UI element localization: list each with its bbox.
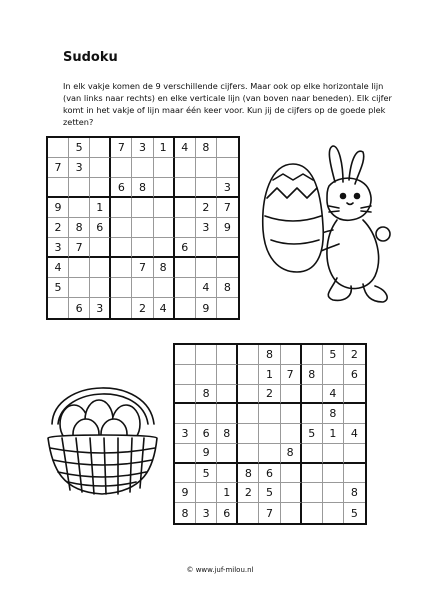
sudoku-cell xyxy=(259,444,280,464)
sudoku-cell xyxy=(48,138,69,158)
sudoku-cell: 9 xyxy=(217,218,238,238)
sudoku-cell: 9 xyxy=(196,298,217,318)
sudoku-cell xyxy=(196,178,217,198)
sudoku-cell xyxy=(196,238,217,258)
sudoku-cell xyxy=(302,404,323,424)
sudoku-cell: 5 xyxy=(350,506,358,520)
sudoku-cell xyxy=(344,444,365,464)
sudoku-cell xyxy=(175,464,196,484)
easter-bunny-illustration xyxy=(253,140,403,315)
instructions-text: In elk vakje komen de 9 verschillende cijfers. Maar ook op elke horizontale lijn (van links naar rechts) en elke verticale lijn (van boven naar beneden). Elk cijfer komt in het vakje of lijn maar één keer voor. Kun jij de cijfers op de goede plek zetten? xyxy=(63,81,392,127)
sudoku-cell: 1 xyxy=(154,138,175,158)
sudoku-cell xyxy=(259,404,280,424)
sudoku-cell xyxy=(323,365,344,385)
sudoku-cell xyxy=(154,238,175,258)
sudoku-cell xyxy=(344,385,365,405)
sudoku-cell xyxy=(175,158,196,178)
sudoku-cell xyxy=(281,345,302,365)
sudoku-cell: 6 xyxy=(344,365,365,385)
sudoku-cell xyxy=(175,365,196,385)
sudoku-cell xyxy=(132,238,153,258)
sudoku-cell xyxy=(238,503,259,523)
sudoku-cell xyxy=(111,198,132,218)
sudoku-cell: 3 xyxy=(196,218,217,238)
sudoku-cell xyxy=(217,138,238,158)
sudoku-cell: 6 xyxy=(175,238,196,258)
sudoku-cell xyxy=(90,278,111,298)
sudoku-cell xyxy=(217,238,238,258)
sudoku-grid-1 xyxy=(46,136,240,320)
sudoku-cell xyxy=(302,444,323,464)
sudoku-cell: 8 xyxy=(196,138,217,158)
sudoku-cell xyxy=(238,444,259,464)
sudoku-cell xyxy=(90,258,111,278)
sudoku-cell xyxy=(217,158,238,178)
sudoku-cell xyxy=(302,385,323,405)
sudoku-cell xyxy=(90,138,111,158)
sudoku-cell xyxy=(344,404,365,424)
sudoku-cell xyxy=(175,298,196,318)
sudoku-cell: 7 xyxy=(259,503,280,523)
sudoku-cell xyxy=(175,385,196,405)
sudoku-cell: 7 xyxy=(132,258,153,278)
sudoku-cell: 3 xyxy=(69,158,90,178)
sudoku-cell: 4 xyxy=(196,278,217,298)
sudoku-cell xyxy=(344,464,365,484)
sudoku-cell xyxy=(217,365,238,385)
sudoku-cell xyxy=(175,278,196,298)
sudoku-cell xyxy=(196,158,217,178)
sudoku-cell xyxy=(175,258,196,278)
sudoku-cell: 6 xyxy=(196,424,217,444)
sudoku-cell xyxy=(302,345,323,365)
sudoku-cell: 1 xyxy=(323,424,344,444)
sudoku-cell xyxy=(302,503,323,523)
sudoku-cell: 2 xyxy=(132,298,153,318)
sudoku-cell xyxy=(217,404,238,424)
sudoku-cell: 4 xyxy=(154,298,175,318)
sudoku-cell xyxy=(132,198,153,218)
sudoku-cell: 2 xyxy=(238,483,259,503)
sudoku-cell xyxy=(323,464,344,484)
footer-credit: © www.juf-milou.nl xyxy=(186,566,254,574)
sudoku-cell xyxy=(175,218,196,238)
sudoku-cell xyxy=(238,404,259,424)
sudoku-cell xyxy=(217,385,238,405)
sudoku-cell xyxy=(217,258,238,278)
sudoku-cell xyxy=(69,278,90,298)
sudoku-cell xyxy=(154,178,175,198)
sudoku-cell xyxy=(238,365,259,385)
sudoku-cell xyxy=(302,464,323,484)
sudoku-cell xyxy=(175,198,196,218)
sudoku-cell xyxy=(132,158,153,178)
sudoku-cell: 3 xyxy=(196,503,217,523)
sudoku-cell: 8 xyxy=(154,258,175,278)
sudoku-cell xyxy=(111,278,132,298)
sudoku-cell: 8 xyxy=(302,365,323,385)
sudoku-cell xyxy=(154,278,175,298)
sudoku-cell: 3 xyxy=(90,298,111,318)
sudoku-cell: 2 xyxy=(259,385,280,405)
sudoku-cell xyxy=(281,503,302,523)
sudoku-cell xyxy=(217,345,238,365)
sudoku-cell xyxy=(281,404,302,424)
sudoku-cell: 8 xyxy=(132,178,153,198)
sudoku-cell: 8 xyxy=(281,444,302,464)
sudoku-cell: 5 xyxy=(69,138,90,158)
sudoku-cell: 6 xyxy=(259,464,280,484)
sudoku-cell: 2 xyxy=(196,198,217,218)
sudoku-cell: 9 xyxy=(175,483,196,503)
sudoku-cell xyxy=(48,298,69,318)
sudoku-cell: 8 xyxy=(344,483,365,503)
sudoku-cell: 8 xyxy=(323,404,344,424)
sudoku-cell: 7 xyxy=(111,138,132,158)
sudoku-cell xyxy=(175,404,196,424)
sudoku-cell xyxy=(154,218,175,238)
sudoku-cell: 5 xyxy=(196,464,217,484)
sudoku-cell: 7 xyxy=(48,158,69,178)
sudoku-cell: 6 xyxy=(90,218,111,238)
sudoku-cell xyxy=(196,345,217,365)
sudoku-cell: 3 xyxy=(48,238,69,258)
sudoku-cell: 5 xyxy=(323,345,344,365)
sudoku-cell: 8 xyxy=(175,503,196,523)
sudoku-cell: 1 xyxy=(217,483,238,503)
sudoku-cell xyxy=(48,178,69,198)
sudoku-cell: 1 xyxy=(259,365,280,385)
sudoku-cell xyxy=(90,238,111,258)
sudoku-cell: 5 xyxy=(48,278,69,298)
sudoku-cell xyxy=(132,218,153,238)
sudoku-cell xyxy=(196,483,217,503)
sudoku-cell xyxy=(302,483,323,503)
sudoku-cell xyxy=(111,158,132,178)
sudoku-cell: 9 xyxy=(48,198,69,218)
sudoku-cell xyxy=(69,178,90,198)
sudoku-cell: 8 xyxy=(238,464,259,484)
sudoku-cell: 3 xyxy=(217,178,238,198)
sudoku-cell: 8 xyxy=(217,424,238,444)
sudoku-cell: 7 xyxy=(281,365,302,385)
sudoku-cell xyxy=(90,178,111,198)
sudoku-grid-2 xyxy=(173,343,367,525)
sudoku-cell: 4 xyxy=(344,424,365,444)
sudoku-cell xyxy=(196,365,217,385)
sudoku-cell: 5 xyxy=(259,483,280,503)
sudoku-cell xyxy=(217,298,238,318)
sudoku-cell xyxy=(154,198,175,218)
sudoku-cell xyxy=(281,424,302,444)
sudoku-cell xyxy=(69,198,90,218)
sudoku-cell xyxy=(281,464,302,484)
sudoku-cell: 2 xyxy=(48,218,69,238)
sudoku-cell xyxy=(238,424,259,444)
sudoku-cell xyxy=(132,278,153,298)
sudoku-cell: 6 xyxy=(111,178,132,198)
sudoku-cell: 7 xyxy=(69,238,90,258)
sudoku-cell xyxy=(111,258,132,278)
sudoku-cell xyxy=(323,444,344,464)
sudoku-cell: 4 xyxy=(175,138,196,158)
sudoku-cell xyxy=(259,424,280,444)
sudoku-cell xyxy=(217,464,238,484)
sudoku-cell: 8 xyxy=(196,385,217,405)
sudoku-cell: 3 xyxy=(132,138,153,158)
sudoku-cell xyxy=(281,385,302,405)
sudoku-cell xyxy=(196,258,217,278)
sudoku-cell xyxy=(111,238,132,258)
sudoku-cell: 4 xyxy=(48,258,69,278)
sudoku-cell xyxy=(175,444,196,464)
sudoku-cell: 8 xyxy=(217,278,238,298)
sudoku-cell: 6 xyxy=(217,503,238,523)
sudoku-cell: 4 xyxy=(323,385,344,405)
sudoku-cell xyxy=(111,218,132,238)
sudoku-cell xyxy=(323,483,344,503)
sudoku-cell xyxy=(175,178,196,198)
sudoku-cell: 8 xyxy=(259,345,280,365)
easter-basket-illustration xyxy=(44,368,161,498)
sudoku-cell xyxy=(69,258,90,278)
sudoku-cell xyxy=(90,158,111,178)
sudoku-cell: 2 xyxy=(344,345,365,365)
sudoku-cell xyxy=(175,345,196,365)
sudoku-cell xyxy=(111,298,132,318)
sudoku-cell xyxy=(217,444,238,464)
sudoku-cell: 6 xyxy=(69,298,90,318)
sudoku-cell: 3 xyxy=(175,424,196,444)
sudoku-cell: 9 xyxy=(196,444,217,464)
sudoku-cell xyxy=(238,345,259,365)
sudoku-cell xyxy=(238,385,259,405)
sudoku-cell: 5 xyxy=(302,424,323,444)
sudoku-cell: 7 xyxy=(217,198,238,218)
sudoku-cell xyxy=(281,483,302,503)
sudoku-cell xyxy=(323,503,344,523)
sudoku-cell xyxy=(196,404,217,424)
sudoku-cell: 1 xyxy=(90,198,111,218)
sudoku-cell xyxy=(154,158,175,178)
sudoku-cell: 8 xyxy=(69,218,90,238)
page-title: Sudoku xyxy=(63,50,118,65)
